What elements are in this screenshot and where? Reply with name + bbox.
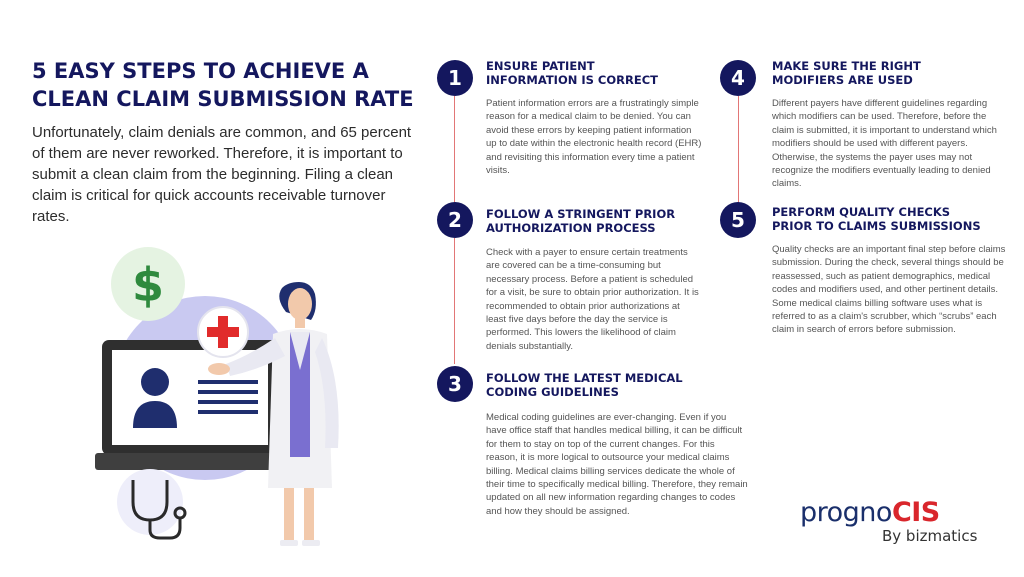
step-4-number-badge: 4 [720, 60, 756, 96]
step-5-number-badge: 5 [720, 202, 756, 238]
user-avatar-icon [141, 368, 169, 396]
prognocis-logo [800, 498, 990, 548]
logo-wordmark [800, 498, 940, 528]
step-3-body: Medical coding guidelines are ever-changing. Even if you have office staff that handles medical billing, it can be difficult for them to stay on top of the current changes. For this reason, it is more logical to outsource your medical claims billing. Medical claims billing services dedicate the whole of their time to specifically medical billing. Therefore, they remain updated on all new information regarding changes to codes and how they should be assigned. [486, 412, 748, 517]
step-3-number-badge: 3 [437, 366, 473, 402]
page-title: 5 EASY STEPS TO ACHIEVE A CLEAN CLAIM SUBMISSION RATE [32, 59, 414, 111]
step-3-heading: FOLLOW THE LATEST MEDICAL CODING GUIDELINES [486, 371, 683, 399]
step-2-number-badge: 2 [437, 202, 473, 238]
medical-cross-icon [198, 307, 248, 357]
step-1-body: Patient information errors are a frustratingly simple reason for a medical claim to be denied. You can avoid these errors by keeping patient information up to date within the electronic health record (EHR) and revisiting this information every time a patient visits. [486, 98, 702, 177]
dollar-symbol: $ [131, 258, 165, 312]
logo-part-1: progno [800, 497, 892, 528]
stethoscope-icon [117, 469, 185, 538]
step-4-heading: MAKE SURE THE RIGHT MODIFIERS ARE USED [772, 59, 921, 87]
step-5-body: Quality checks are an important final step before claims submission. During the check, several things should be reassessed, such as patient demographics, medical codes and modifiers used, and other pertinent details. Some medical claims billing software uses what is referred to as a claim's scrubber, which “scrubs” each claim in search of errors before submission. [772, 244, 1006, 336]
step-4-body: Different payers have different guidelines regarding which modifiers can be used. Therefore, before the claim is submitted, it is important to understand which modifiers should be used with different payers. Otherwise, the systems the payer uses may not recognize the modifiers eventually leading to denied claims. [772, 98, 997, 190]
step-2-heading: FOLLOW A STRINGENT PRIOR AUTHORIZATION PROCESS [486, 207, 676, 235]
logo-part-2: CIS [891, 497, 940, 528]
timeline-connector [454, 96, 455, 204]
timeline-connector [738, 96, 739, 204]
dollar-badge-icon [111, 247, 185, 321]
timeline-connector [454, 238, 455, 364]
step-5-heading: PERFORM QUALITY CHECKS PRIOR TO CLAIMS SUBMISSIONS [772, 205, 981, 233]
intro-paragraph: Unfortunately, claim denials are common, and 65 percent of them are never reworked. Therefore, it is important to submit a clean claim from the beginning. Filing a clean claim is critical for quick accounts receivable turnover rates. [32, 124, 412, 225]
medical-billing-illustration [90, 240, 380, 560]
step-1-heading: ENSURE PATIENT INFORMATION IS CORRECT [486, 59, 659, 87]
step-2-body: Check with a payer to ensure certain treatments are covered can be a time-consuming but necessary process. Before a patient is scheduled for a visit, be sure to obtain prior authorization. It is recommended to obtain prior authorizations at least five days before the day the service is performed. This lowers the likelihood of claim denials substantially. [486, 247, 699, 352]
step-1-number-badge: 1 [437, 60, 473, 96]
logo-tagline: By bizmatics [882, 527, 978, 545]
